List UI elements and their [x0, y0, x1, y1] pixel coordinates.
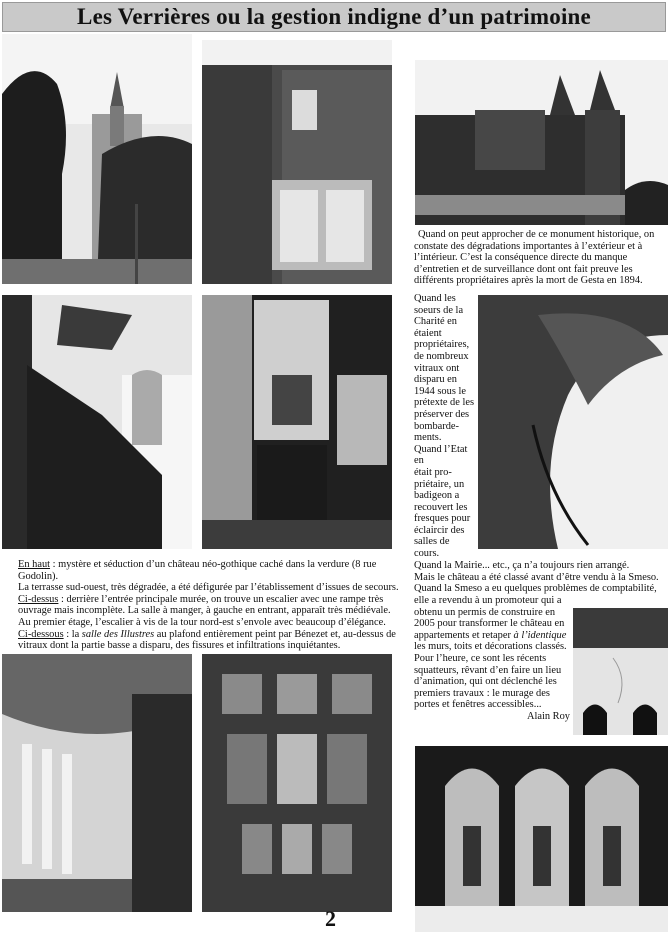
narrow-line: vitraux ont — [414, 362, 460, 374]
photo-captions — [18, 559, 402, 652]
photo-salle-des-illustres — [2, 654, 192, 912]
text-line: d’animation, qui ont déclenché les — [414, 676, 557, 688]
caption-terrace: La terrasse sud-ouest, très dégradée, a été défigurée par l’établissement d’issues de secours. — [18, 582, 399, 594]
narrow-line: éclaircir des — [414, 524, 465, 536]
caption-top — [18, 559, 402, 582]
text-line: Pour l’heure, ce sont les récents — [414, 652, 547, 664]
intro-text: Quand on peut approcher de ce monument historique, on constate des dégradations importantes à l’extérieur et à l’intérieur. C’est la conséquence directe du manque d’entretien et de surveillance dont ont fait preuve les différents propriétaires après la mort de Gesta en 1894. — [414, 229, 655, 287]
narrow-line: salles de cours. — [414, 536, 450, 560]
photo-chateau-in-trees — [2, 34, 192, 284]
narrow-line: préserver des — [414, 408, 470, 420]
photo-painted-ceiling — [202, 654, 392, 912]
text-line: premiers travaux : le murage des — [414, 687, 550, 699]
photo-walled-windows — [573, 608, 668, 735]
narrow-line: ments. — [414, 432, 442, 444]
narrow-line: badigeon a — [414, 490, 460, 502]
photo-castle-exterior — [415, 60, 668, 225]
text-line: Quand la Mairie... etc., ça n’a toujours rien arrangé. — [414, 560, 630, 571]
caption-text: : mystère et séduction d’un château néo-gothique caché dans la verdure (8 rue Godolin). — [18, 559, 377, 582]
photo-brick-facade — [202, 40, 392, 284]
text-line: Mais le château a été classé avant d’être vendu à la Smeso. — [414, 571, 659, 583]
text-line: squatteurs, rêvant d’en faire un lieu — [414, 664, 562, 676]
text-line: 2005 pour transformer le château en — [414, 618, 565, 630]
author: Alain Roy — [526, 710, 570, 722]
caption-italic: salle des Illustres — [81, 628, 155, 640]
narrow-line: fresques pour — [414, 513, 471, 525]
text-line: elle a revendu à un promoteur qui a — [414, 595, 562, 606]
narrow-line: recouvert les — [414, 501, 468, 513]
narrow-line: prétexte de les — [414, 397, 475, 409]
narrow-line: 1944 sous le — [414, 385, 466, 397]
text-line: les murs, toits et décorations classés. — [414, 641, 567, 653]
narrow-line: de nombreux — [414, 350, 469, 362]
caption-text: au plafond entièrement peint par Bénezet et, au-dessus de vitraux dont la partie basse a disparu, des fissures et infiltrations inquiétantes. — [18, 628, 396, 652]
photo-wrought-iron-staircase — [2, 295, 192, 549]
narrow-line: Quand les — [414, 293, 456, 304]
continuation-text — [414, 560, 668, 595]
caption-text: : derrière l’entrée principale murée, on trouve un escalier avec une rampe très ouvrage mais incomplète. La salle à manger, à gauche en entrant, apparaît très médiévale. Au premier étage, l’escalier à vis de la tour nord-est s’envole avec beaucoup d’élégance. — [18, 593, 391, 628]
text-line — [414, 630, 570, 642]
text-italic: à l’identique — [513, 629, 567, 641]
caption-label: Ci-dessous — [18, 628, 64, 640]
photo-stained-glass-windows — [415, 746, 668, 932]
caption-above — [18, 594, 402, 629]
text-fragment: appartements et retaper — [414, 629, 514, 641]
caption-label: En haut — [18, 559, 51, 570]
narrow-column-text — [414, 293, 476, 560]
photo-dining-room-fireplace — [202, 295, 392, 549]
narrow-line: bombarde- — [414, 420, 460, 432]
narrow-line: disparu en — [414, 374, 457, 386]
narrow-line: étaient — [414, 327, 442, 339]
narrow-line: Charité en — [414, 316, 457, 328]
page-number: 2 — [325, 906, 336, 931]
text-line: obtenu un permis de construire en — [414, 606, 556, 618]
photo-spiral-staircase — [478, 295, 668, 549]
narrow-line: propriétaires, — [414, 339, 470, 351]
page-title: Les Verrières ou la gestion indigne d’un patrimoine — [2, 2, 666, 32]
narrow-line: soeurs de la — [414, 304, 464, 316]
continuation-text-short — [414, 595, 570, 723]
narrow-line: était pro- — [414, 466, 452, 478]
caption-text: : la — [63, 628, 82, 640]
text-line: Quand la Smeso a eu quelques problèmes de comptabilité, — [414, 583, 657, 595]
caption-label: Ci-dessus — [18, 593, 59, 605]
text-line: portes et fenêtres accessibles... — [414, 699, 542, 711]
caption-below — [18, 629, 402, 652]
narrow-line: priétaire, un — [414, 478, 465, 490]
narrow-line: Quand l’Etat en — [414, 443, 468, 467]
